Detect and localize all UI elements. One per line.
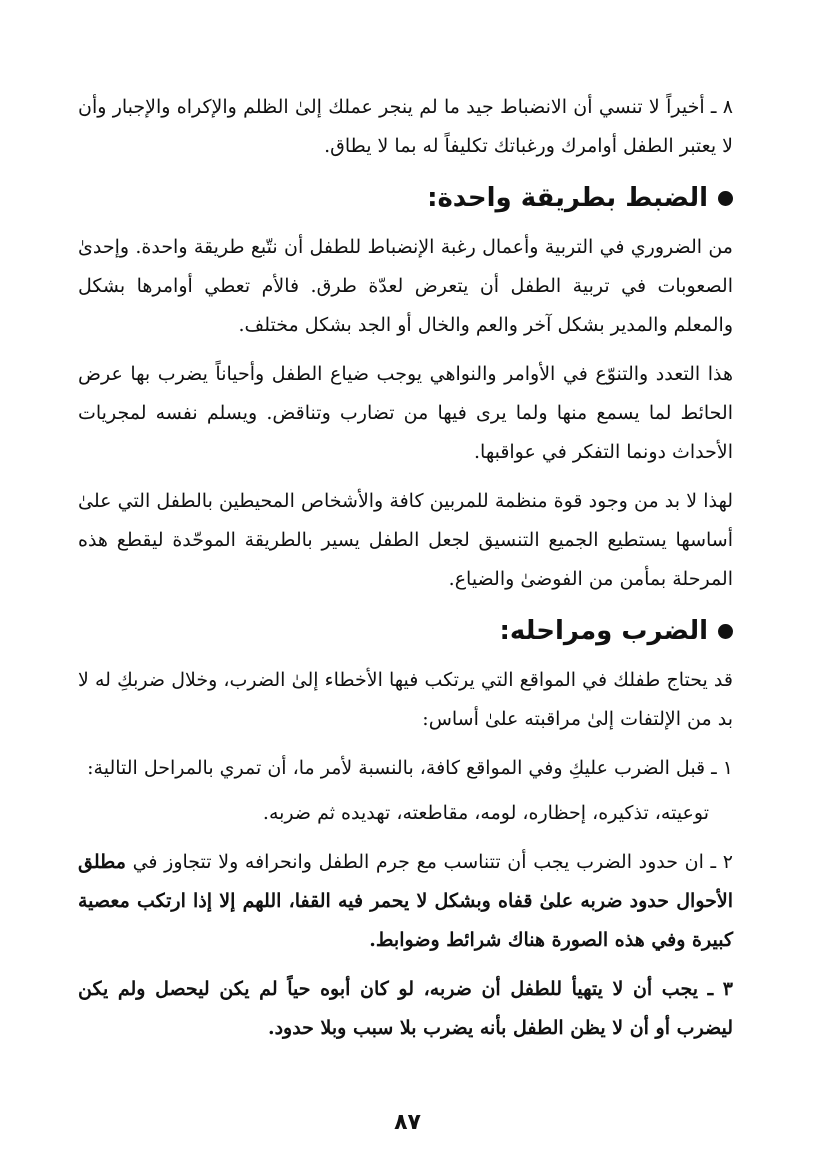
bullet-icon — [718, 191, 733, 206]
bullet-icon — [718, 624, 733, 639]
page-number: ٨٧ — [394, 1110, 421, 1135]
paragraph-point-2 — [78, 843, 733, 960]
paragraph-hitting-intro: قد يحتاج طفلك في المواقع التي يرتكب فيها الأخطاء إلىٰ الضرب، وخلال ضربكِ له لا بد من الإلتفات إلىٰ مراقبته علىٰ أساس: — [78, 669, 733, 730]
point-2-intro: ٢ ـ ان حدود الضرب يجب أن تتناسب مع جرم الطفل وانحرافه ولا تتجاوز في — [132, 851, 734, 873]
heading-text: الضبط بطريقة واحدة: — [427, 183, 708, 213]
paragraph-organizing-force: لهذا لا بد من وجود قوة منظمة للمربين كافة والأشخاص المحيطين بالطفل التي علىٰ أساسها يستطيع الجميع التنسيق لجعل الطفل يسير بالطريقة الموحّدة ليقطع هذه المرحلة بمأمن من الفوضىٰ والضياع. — [78, 490, 733, 590]
paragraph-item-8: ٨ ـ أخيراً لا تنسي أن الانضباط جيد ما لم ينجر عملك إلىٰ الظلم والإكراه والإجبار وأن لا يعتبر الطفل أوامرك ورغباتك تكليفاً له بما لا يطاق. — [78, 96, 733, 157]
paragraph-point-1: ١ ـ قبل الضرب عليكِ وفي المواقع كافة، بالنسبة لأمر ما، أن تمري بالمراحل التالية: — [87, 757, 733, 779]
point-2-bold: مطلق الأحوال حدود ضربه علىٰ قفاه وبشكل لا يحمر فيه القفا، اللهم إلا إذا ارتكب معصية كبيرة وفي هذه الصورة هناك شرائط وضوابط. — [78, 851, 733, 951]
section-heading-hitting-stages — [78, 609, 733, 653]
paragraph-point-3: ٣ ـ يجب أن لا يتهيأ للطفل أن ضربه، لو كان أبوه حياً لم يكن ليحصل ولم يكن ليضرب أو أن لا يظن الطفل بأنه يضرب بلا سبب وبلا حدود. — [78, 978, 733, 1039]
paragraph-diversity: هذا التعدد والتنوّع في الأوامر والنواهي يوجب ضياع الطفل وأحياناً يضرب بها عرض الحائط لما يسمع منها ولما يرى فيها من تضارب وتناقض. ويسلم نفسه لمجريات الأحداث دونما التفكر في عواقبها. — [78, 363, 733, 463]
paragraph-stages-list: توعيته، تذكيره، إحظاره، لومه، مقاطعته، تهديده ثم ضربه. — [262, 802, 709, 824]
paragraph-single-method: من الضروري في التربية وأعمال رغبة الإنضباط للطفل أن نتّبع طريقة واحدة. وإحدىٰ الصعوبات في تربية الطفل أن يتعرض لعدّة طرق. فالأم تعطي أوامرها بشكل والمعلم والمدير بشكل آخر والعم والخال أو الجد بشكل مختلف. — [78, 236, 733, 336]
section-heading-single-method — [78, 176, 733, 220]
heading-text: الضرب ومراحله: — [499, 616, 708, 646]
